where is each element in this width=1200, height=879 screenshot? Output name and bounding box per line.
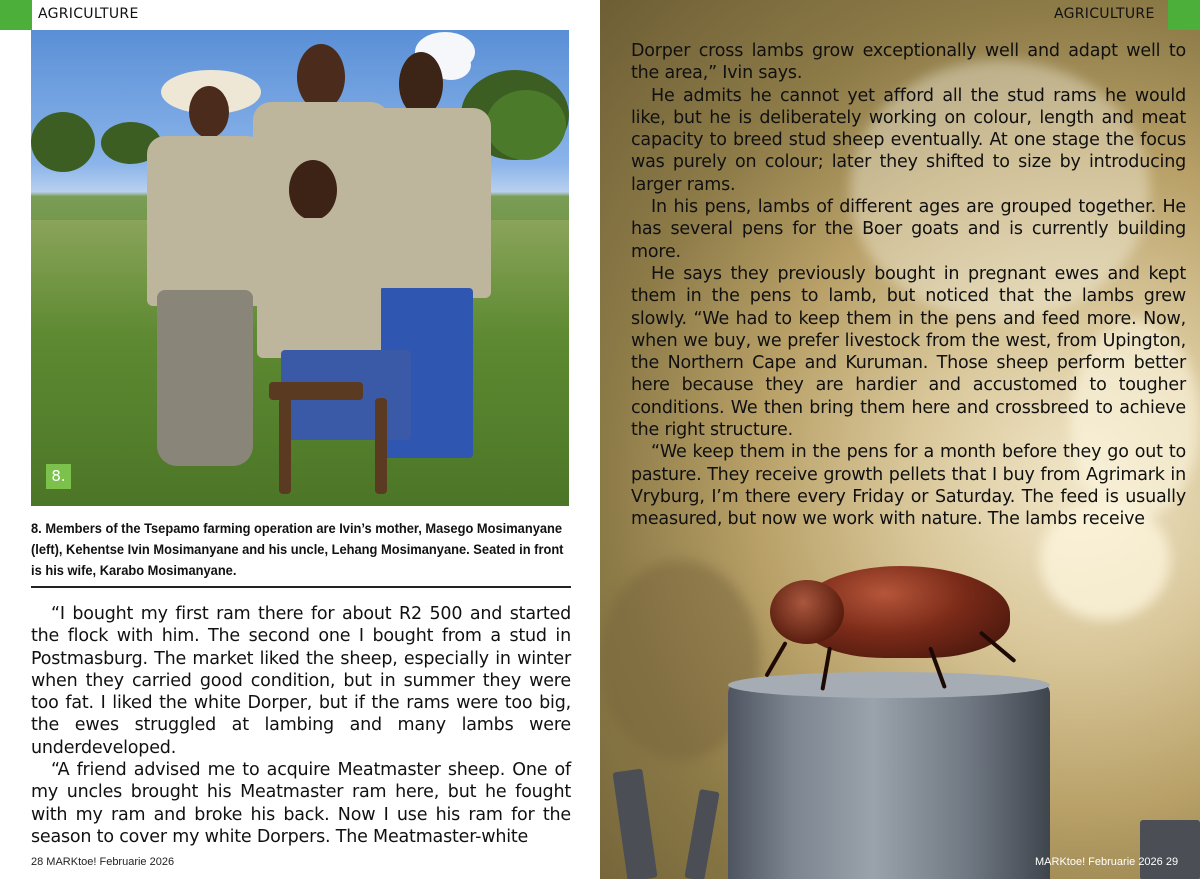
section-label-right: AGRICULTURE	[1054, 6, 1155, 22]
wooden-post	[728, 680, 1050, 879]
farmers-photo	[31, 30, 569, 506]
figure-number-badge: 8.	[46, 464, 71, 489]
page-folio-left: 28 MARKtoe! Februarie 2026	[31, 856, 175, 868]
paragraph: He says they previously bought in pregnant ewes and kept them in the pens to lamb, but noticed that the lambs grew slowly. “We had to keep them in the pens and feed more. Now, when we buy, we prefer livestock from the west, from Upington, the Northern Cape and Kuruman. Those sheep perform better here because they are hardier and accustomed to tougher conditions. We then bring them here and crossbreed to achieve the right structure.	[631, 263, 1186, 441]
paragraph: “I bought my first ram there for about R2 500 and started the flock with him. The second one I bought from a stud in Postmasburg. The market liked the sheep, especially in winter when they carried good condition, but in summer they were too fat. I liked the white Dorper, but if the rams were too big, the ewes struggled at lambing and many lambs were underdeveloped.	[31, 604, 571, 758]
paragraph: “We keep them in the pens for a month before they go out to pasture. They receive growth pellets that I buy from Agrimark in Vryburg, I’m there every Friday or Saturday. The feed is usually measured, but now we work with nature. The lambs receive	[631, 442, 1186, 530]
paragraph: “A friend advised me to acquire Meatmaster sheep. One of my uncles brought his Meatmaster ram here, but he fought with my ram and broke his back. Now I use his ram for the season to cover my white Dorpers. The Meatmaster-white	[31, 760, 571, 847]
section-tab-marker	[0, 0, 32, 30]
left-article-body	[31, 603, 571, 848]
section-tab-marker	[1168, 0, 1200, 30]
paragraph: Dorper cross lambs grow exceptionally well and adapt well to the area,” Ivin says.	[631, 41, 1186, 84]
photo-caption: 8. Members of the Tsepamo farming operation are Ivin’s mother, Masego Mosimanyane (left), Kehentse Ivin Mosimanyane and his uncle, Lehang Mosimanyane. Seated in front is his wife, Karabo Mosimanyane.	[31, 520, 564, 578]
paragraph: In his pens, lambs of different ages are grouped together. He has several pens for the Boer goats and is currently building more.	[631, 197, 1186, 262]
right-article-body	[631, 40, 1186, 531]
caption-divider	[31, 586, 571, 588]
paragraph: He admits he cannot yet afford all the stud rams he would like, but he is deliberately working on colour, length and meat capacity to breed stud sheep eventually. At one stage the focus was purely on colour; later they shifted to size by introducing larger rams.	[631, 85, 1186, 195]
section-label-left: AGRICULTURE	[38, 6, 139, 22]
right-page	[600, 0, 1200, 879]
page-folio-right: MARKtoe! Februarie 2026 29	[1035, 856, 1179, 868]
